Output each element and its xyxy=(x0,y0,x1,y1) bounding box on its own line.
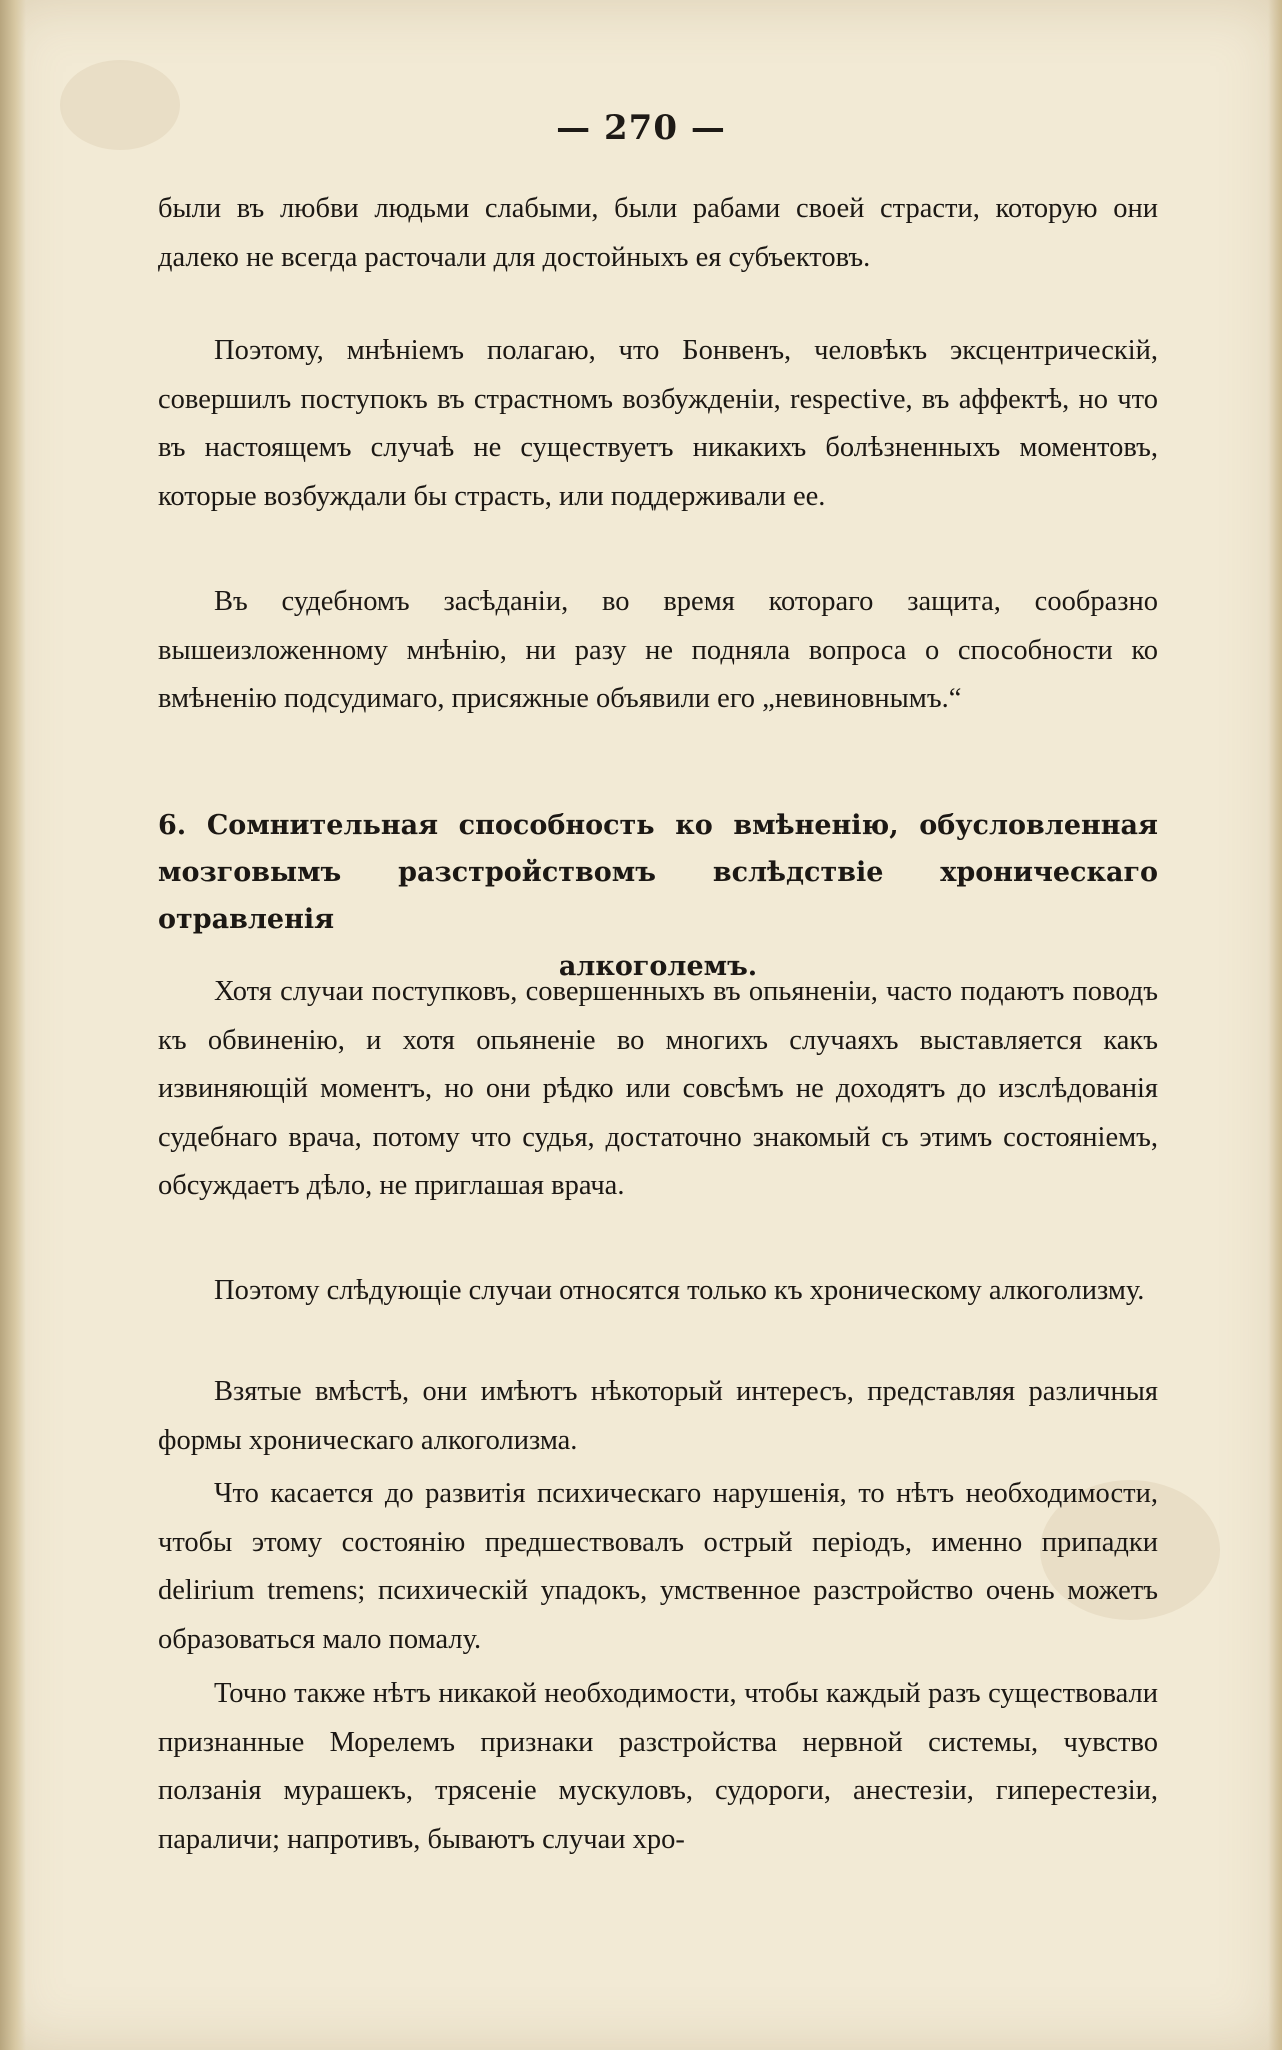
page-edge-right xyxy=(1268,0,1282,2050)
paragraph-development: Что касается до развитія психическаго нарушенія, то нѣтъ необходимости, чтобы этому состоянію предшествовалъ острый періодъ, именно припадки delirium tremens; психическій упадокъ, умственное разстройство очень можетъ образоваться мало помалу. xyxy=(158,1478,1158,1655)
paragraph-continuation: были въ любви людьми слабыми, были рабами своей страсти, которую они далеко не всегда расточали для достойныхъ ея субъектовъ. xyxy=(158,193,1158,273)
section-heading-end: алкоголемъ. xyxy=(558,951,758,982)
paragraph-morel-signs: Точно также нѣтъ никакой необходимости, чтобы каждый разъ существовали признанные Морелемъ признаки разстройства нервной системы, чувство ползанія мурашекъ, трясеніе мускуловъ, судороги, анестезіи, гиперестезіи, параличи; напротивъ, бываютъ случаи хро- xyxy=(158,1678,1158,1855)
section-heading-main: 6. Сомнительная способность ко вмѣненію, обусловленная мозговымъ разстройствомъ вслѣдствіе хроническаго отравленія xyxy=(158,810,1158,935)
section-heading xyxy=(158,802,1158,990)
page-number: — 270 — xyxy=(556,108,726,148)
page-edge-left xyxy=(0,0,26,2050)
paragraph-chronic-alcoholism: Поэтому слѣдующіе случаи относятся только къ хроническому алкоголизму. xyxy=(214,1275,1145,1306)
paragraph-opinion: Поэтому, мнѣніемъ полагаю, что Бонвенъ, человѣкъ эксцентрическій, совершилъ поступокъ въ страстномъ возбужденіи, respective, въ аффектѣ, но что въ настоящемъ случаѣ не существуетъ никакихъ болѣзненныхъ моментовъ, которые возбуждали бы страсть, или поддерживали ее. xyxy=(158,335,1158,512)
paragraph-forms: Взятые вмѣстѣ, они имѣютъ нѣкоторый интересъ, представляя различныя формы хроническаго алкоголизма. xyxy=(158,1376,1158,1456)
paragraph-intoxication-cases: Хотя случаи поступковъ, совершенныхъ въ опьяненіи, часто подаютъ поводъ къ обвиненію, и хотя опьяненіе во многихъ случаяхъ выставляется какъ извиняющій моментъ, но они рѣдко или совсѣмъ не доходятъ до изслѣдованія судебнаго врача, потому что судья, достаточно знакомый съ этимъ состояніемъ, обсуждаетъ дѣло, не приглашая врача. xyxy=(158,976,1158,1201)
paragraph-court-session: Въ судебномъ засѣданіи, во время котораго защита, сообразно вышеизложенному мнѣнію, ни разу не подняла вопроса о способности ко вмѣненію подсудимаго, присяжные объявили его „невиновнымъ.“ xyxy=(158,586,1158,714)
